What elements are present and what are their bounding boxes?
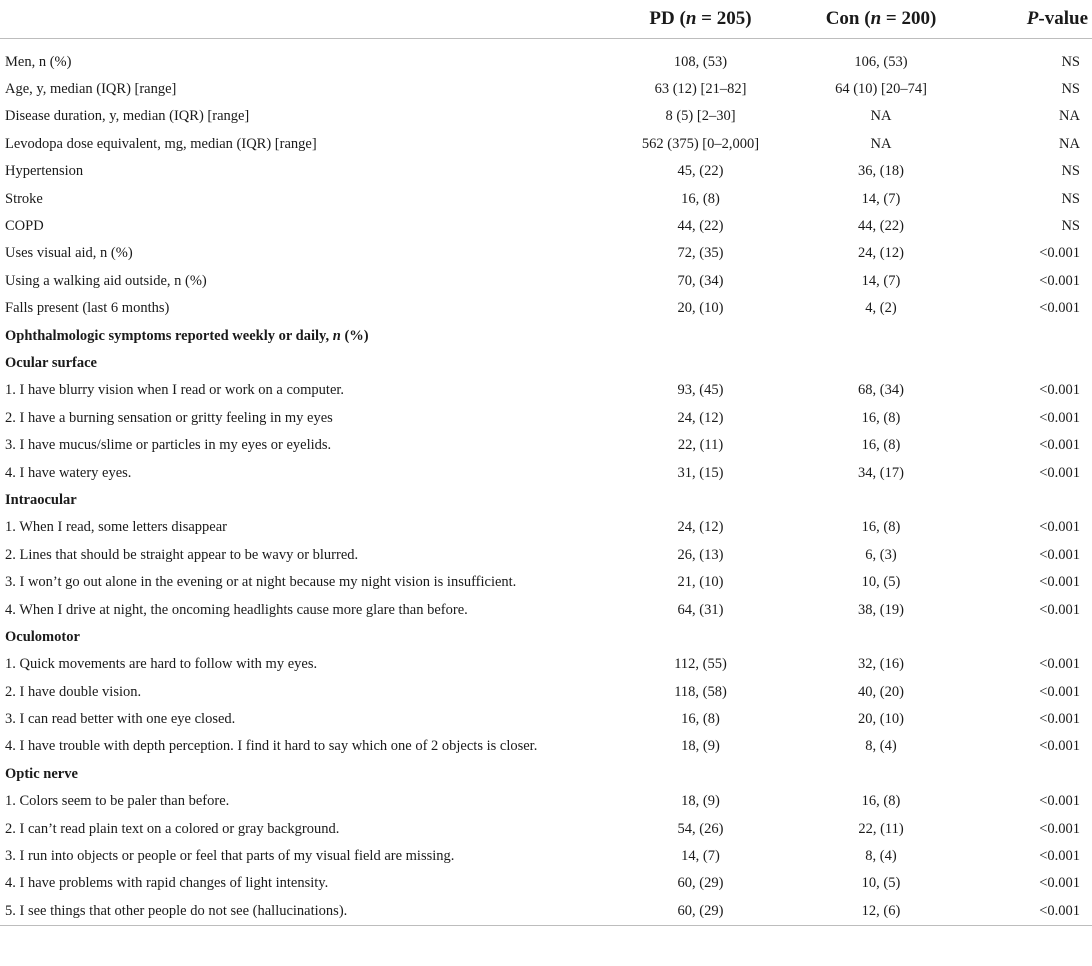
- section-heading-row: [0, 350, 1092, 377]
- table-row: [0, 185, 1092, 212]
- con-value: 10, (5): [861, 574, 901, 591]
- table-row: [0, 213, 1092, 240]
- table-row: [0, 569, 1092, 596]
- row-label: Falls present (last 6 months): [5, 300, 170, 317]
- table-row: [0, 240, 1092, 267]
- con-value: 20, (10): [858, 711, 904, 728]
- p-value: <0.001: [1039, 546, 1080, 563]
- row-label: 5. I see things that other people do not see (hallucinations).: [0, 898, 610, 926]
- section-title: Intraocular: [5, 491, 77, 508]
- p-value: <0.001: [1039, 300, 1080, 317]
- row-label: 3. I can read better with one eye closed.: [5, 711, 236, 728]
- row-label: 2. Lines that should be straight appear to be wavy or blurred.: [5, 546, 359, 563]
- table-row: [0, 514, 1092, 541]
- pd-value: 24, (12): [677, 409, 724, 426]
- row-label: 4. I have trouble with depth perception. I find it hard to say which one of 2 objects is closer.: [5, 738, 538, 755]
- con-value: 6, (3): [865, 546, 897, 563]
- p-value: <0.001: [1039, 574, 1080, 591]
- pd-value: 24, (12): [677, 519, 724, 536]
- table-row: [0, 733, 1092, 760]
- symptoms-heading: [0, 322, 1092, 349]
- con-value: NA: [870, 108, 892, 125]
- table-row: [0, 706, 1092, 733]
- symptoms-heading-n: n: [332, 327, 341, 344]
- p-value: NA: [1059, 108, 1080, 125]
- header-pd-suffix: = 205): [696, 8, 752, 29]
- con-value: 8, (4): [865, 738, 897, 755]
- table-row: [0, 898, 1092, 926]
- row-label: 4. I have watery eyes.: [5, 464, 132, 481]
- con-value: 16, (8): [861, 437, 901, 454]
- table-row: [0, 432, 1092, 459]
- header-con-n: n: [870, 8, 882, 29]
- con-value: 16, (8): [861, 519, 901, 536]
- con-value: 32, (16): [858, 656, 904, 673]
- table-row: [0, 596, 1092, 623]
- header-pd: [610, 0, 791, 39]
- table-body: [0, 39, 1092, 926]
- table-row: [0, 459, 1092, 486]
- con-value: NA: [870, 135, 892, 152]
- p-value: NS: [1061, 163, 1080, 180]
- spacer-row: [0, 39, 1092, 49]
- section-heading-row: [0, 761, 1092, 788]
- pd-value: 118, (58): [674, 683, 727, 700]
- pd-value: 18, (9): [681, 793, 720, 810]
- symptoms-heading-suffix: (%): [340, 327, 369, 344]
- table-row: [0, 295, 1092, 322]
- table-row: [0, 843, 1092, 870]
- row-label: Age, y, median (IQR) [range]: [5, 81, 177, 98]
- section-title: Optic nerve: [5, 765, 78, 782]
- pd-value: 60, (29): [677, 875, 724, 892]
- row-label: COPD: [5, 218, 44, 235]
- p-value: <0.001: [1039, 601, 1080, 618]
- row-label: 3. I run into objects or people or feel that parts of my visual field are missing.: [5, 848, 455, 865]
- con-value: 106, (53): [854, 53, 908, 70]
- pd-value: 93, (45): [677, 382, 724, 399]
- p-value: <0.001: [971, 898, 1092, 926]
- pd-value: 31, (15): [677, 464, 724, 481]
- con-value: 36, (18): [858, 163, 904, 180]
- row-label: 3. I have mucus/slime or particles in my eyes or eyelids.: [5, 437, 332, 454]
- row-label: Uses visual aid, n (%): [5, 245, 133, 262]
- p-value: <0.001: [1039, 272, 1080, 289]
- pd-value: 72, (35): [677, 245, 724, 262]
- p-value: NS: [1061, 81, 1080, 98]
- con-value: 68, (34): [858, 382, 904, 399]
- con-value: 12, (6): [791, 898, 971, 926]
- table-row: [0, 678, 1092, 705]
- pd-value: 112, (55): [674, 656, 727, 673]
- p-value: <0.001: [1039, 409, 1080, 426]
- con-value: 14, (7): [861, 272, 901, 289]
- row-label: Hypertension: [5, 163, 84, 180]
- con-value: 10, (5): [861, 875, 901, 892]
- p-value: NS: [1061, 190, 1080, 207]
- table-row: [0, 815, 1092, 842]
- pd-value: 70, (34): [677, 272, 724, 289]
- row-label: Men, n (%): [5, 53, 72, 70]
- pd-value: 18, (9): [681, 738, 720, 755]
- con-value: 8, (4): [865, 848, 897, 865]
- p-value: NS: [1061, 53, 1080, 70]
- row-label: Using a walking aid outside, n (%): [5, 272, 207, 289]
- p-value: <0.001: [1039, 245, 1080, 262]
- pd-value: 14, (7): [681, 848, 720, 865]
- p-value: <0.001: [1039, 793, 1080, 810]
- p-value: <0.001: [1039, 820, 1080, 837]
- table-row: [0, 158, 1092, 185]
- row-label: 2. I can’t read plain text on a colored or gray background.: [5, 820, 340, 837]
- row-label: 4. When I drive at night, the oncoming headlights cause more glare than before.: [5, 601, 468, 618]
- table-row: [0, 268, 1092, 295]
- header-con-suffix: = 200): [881, 8, 937, 29]
- pd-value: 562 (375) [0–2,000]: [641, 135, 760, 152]
- row-label: 3. I won’t go out alone in the evening or at night because my night vision is insufficient.: [5, 574, 517, 591]
- table-header: [0, 0, 1092, 39]
- con-value: 16, (8): [861, 409, 901, 426]
- section-title: Oculomotor: [5, 628, 80, 645]
- con-value: 16, (8): [861, 793, 901, 810]
- table-row: [0, 870, 1092, 897]
- table-row: [0, 131, 1092, 158]
- row-label: 1. Colors seem to be paler than before.: [5, 793, 230, 810]
- header-p-suffix: -value: [1038, 8, 1088, 29]
- symptoms-heading-prefix: Ophthalmologic symptoms reported weekly or daily,: [5, 327, 333, 344]
- p-value: <0.001: [1039, 437, 1080, 454]
- table-row: [0, 542, 1092, 569]
- row-label: 1. Quick movements are hard to follow with my eyes.: [5, 656, 318, 673]
- p-value: <0.001: [1039, 382, 1080, 399]
- header-pd-n: n: [685, 8, 697, 29]
- table-row: [0, 651, 1092, 678]
- table-row: [0, 405, 1092, 432]
- row-label: 2. I have double vision.: [5, 683, 142, 700]
- table-row: [0, 76, 1092, 103]
- row-label: 2. I have a burning sensation or gritty feeling in my eyes: [5, 409, 333, 426]
- header-con-prefix: Con (: [825, 8, 871, 29]
- p-value: <0.001: [1039, 875, 1080, 892]
- pd-value: 44, (22): [677, 218, 724, 235]
- pd-value: 63 (12) [21–82]: [654, 81, 747, 98]
- header-con: [791, 0, 971, 39]
- pd-value: 108, (53): [673, 53, 728, 70]
- pd-value: 22, (11): [677, 437, 724, 454]
- p-value: <0.001: [1039, 683, 1080, 700]
- header-p-value: [971, 0, 1092, 39]
- con-value: 4, (2): [865, 300, 897, 317]
- row-label: Levodopa dose equivalent, mg, median (IQR) [range]: [5, 135, 317, 152]
- row-label: 4. I have problems with rapid changes of light intensity.: [5, 875, 329, 892]
- row-label: Stroke: [5, 190, 43, 207]
- section-heading-row: [0, 487, 1092, 514]
- header-p-prefix: P: [1026, 8, 1039, 29]
- pd-value: 20, (10): [677, 300, 724, 317]
- con-value: 40, (20): [858, 683, 904, 700]
- symptoms-heading-row: [0, 322, 1092, 349]
- p-value: <0.001: [1039, 519, 1080, 536]
- p-value: NA: [1059, 135, 1080, 152]
- row-label: Disease duration, y, median (IQR) [range]: [5, 108, 250, 125]
- pd-value: 16, (8): [681, 190, 720, 207]
- con-value: 44, (22): [858, 218, 904, 235]
- con-value: 34, (17): [858, 464, 904, 481]
- p-value: <0.001: [1039, 711, 1080, 728]
- con-value: 22, (11): [858, 820, 904, 837]
- con-value: 64 (10) [20–74]: [835, 81, 927, 98]
- header-blank: [0, 0, 610, 39]
- table-row: [0, 49, 1092, 76]
- pd-value: 16, (8): [681, 711, 720, 728]
- section-heading-row: [0, 624, 1092, 651]
- pd-value: 8 (5) [2–30]: [665, 108, 736, 125]
- p-value: <0.001: [1039, 738, 1080, 755]
- pd-value: 45, (22): [677, 163, 724, 180]
- con-value: 38, (19): [858, 601, 904, 618]
- row-label: 1. When I read, some letters disappear: [5, 519, 227, 536]
- p-value: NS: [1061, 218, 1080, 235]
- p-value: <0.001: [1039, 656, 1080, 673]
- con-value: 24, (12): [858, 245, 904, 262]
- section-title: Ocular surface: [5, 354, 97, 371]
- pd-value: 21, (10): [677, 574, 724, 591]
- pd-value: 26, (13): [677, 546, 724, 563]
- row-label: 1. I have blurry vision when I read or work on a computer.: [5, 382, 345, 399]
- table-row: [0, 103, 1092, 130]
- pd-value: 54, (26): [677, 820, 724, 837]
- p-value: <0.001: [1039, 848, 1080, 865]
- pd-value: 60, (29): [610, 898, 791, 926]
- table-row: [0, 377, 1092, 404]
- con-value: 14, (7): [861, 190, 901, 207]
- table-row: [0, 788, 1092, 815]
- p-value: <0.001: [1039, 464, 1080, 481]
- header-pd-prefix: PD (: [649, 8, 686, 29]
- pd-value: 64, (31): [677, 601, 724, 618]
